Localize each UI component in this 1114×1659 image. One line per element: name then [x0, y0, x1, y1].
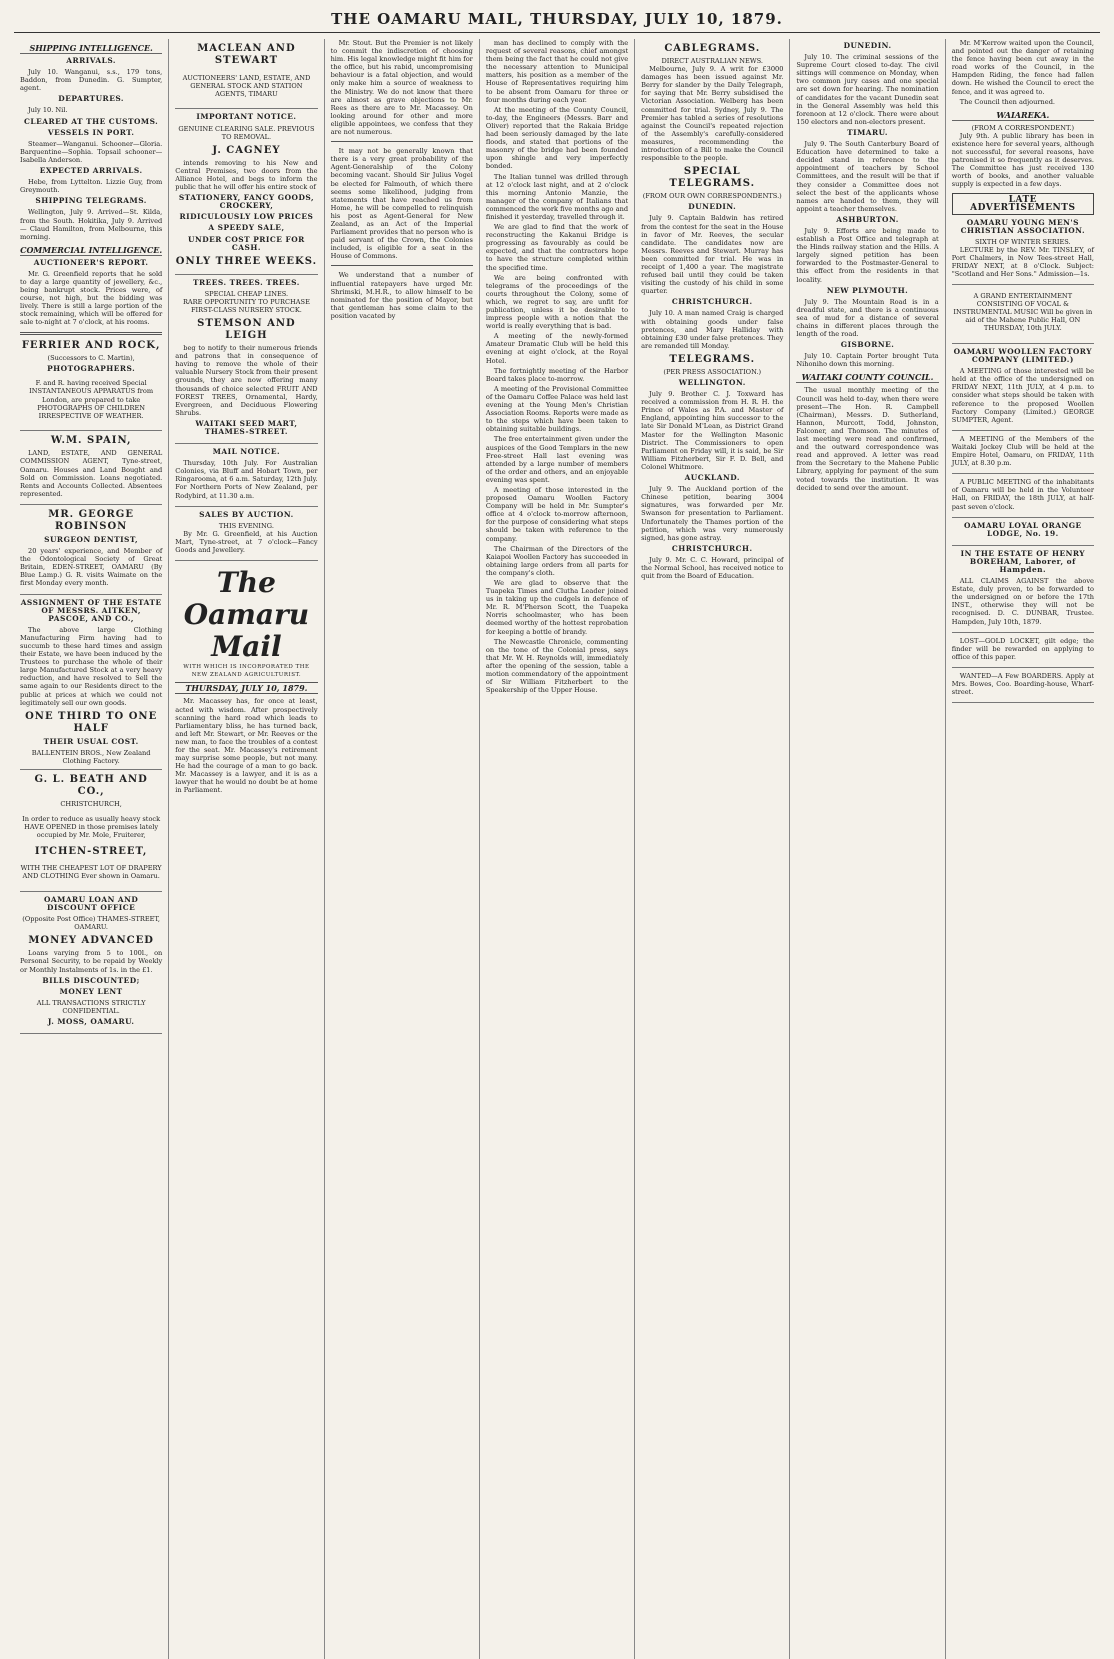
stemson-name: STEMSON AND LEIGH — [197, 318, 296, 342]
waiareka-body: July 9th. A public library has been in existence here for several years, although not successful, for several reasons, have patronised it so frequently as it deserves. The Committee has just received 130 worth of books, and another valuable supply is expected in a few days. — [951, 131, 1094, 189]
arrivals-text: July 10. Wanganui, s.s., 179 tons, Baddon, from Dunedin. G. Sumpter, agent. — [20, 68, 163, 93]
news-para-4: We are glad to find that the work of reconstructing the Kakanui Bridge is progressing as favourably as could be expected, and that the contractors hope to have the structure completed within the specified time. — [485, 223, 629, 272]
editorial-text: Mr. Macassey has, for once at least, acted with wisdom. After prospectively scanning the hard road which leads to Parliamentary bliss, he has turned back, and left Mr. Stewart, or Mr. Reeves or the new man, to face the troubles of a contest for the seat. Mr. Macassey's retirement may surprise some people, but not many. He had the courage of a man to go back. Mr. Macassey is a lawyer, and it is as a lawyer that he would no doubt be at home in Parliament. — [175, 697, 318, 795]
woollen-name: OAMARU WOOLLEN FACTORY COMPANY (LIMITED.) — [953, 347, 1092, 365]
news-para-1: man has declined to comply with the request of several reasons, chief amongst them being the fact that he could not give the necessary attention to Municipal matters, his position as a member of the House of Representatives requiring him to be absent from Oamaru for three or four months during each year. — [485, 39, 629, 104]
money-lent: MONEY LENT — [59, 986, 123, 996]
column-3 — [325, 39, 480, 1659]
jockey-ad — [952, 435, 1094, 474]
divider — [20, 332, 162, 335]
news-para-11: The Chairman of the Directors of the Kaiapoi Woollen Factory has succeeded in obtaining large orders from all parts for the company's cloth. — [485, 544, 629, 577]
gisborne-body: July 10. Captain Porter brought Tuta Nihoniho down this morning. — [796, 352, 939, 369]
robinson-body: 20 years' experience, and Member of the Odontological Society of Great Britain, EDEN-STREET, OAMARU (By Blue Lamp.) G. R. visits Waimate on the first Monday every month. — [20, 547, 163, 588]
spain-body: LAND, ESTATE, AND GENERAL COMMISSION AGENT, Tyne-street, Oamaru. Houses and Land Bought and Sold on Commission. Loans negotiated. Rents and Accounts Collected. Absentees represented. — [20, 449, 163, 498]
news-para-3: The Italian tunnel was drilled through at 12 o'clock last night, and at 2 o'clock this morning Antonio Manzie, the manager of the company of Italians that commenced the work five months ago and finished it yesterday, travelled through it. — [485, 172, 629, 221]
grand-text: A GRAND ENTERTAINMENT CONSISTING OF VOCAL & INSTRUMENTAL MUSIC Will be given in aid of the Mahene Public Hall, ON THURSDAY, 10th JULY. — [953, 291, 1093, 333]
auckland-heading: AUCKLAND. — [684, 473, 740, 483]
wellington-body: July 9. Brother C. J. Toxward has received a commission from H. R. H. the Prince of Wales as P.A. and Master of England, appointing him successor to the late Sir Donald M'Lean, as District Grand Master for the Wellington Masonic District. The Commissioners to open Parliament on Friday will, it is said, be Sir William Fitzherbert, Sir F. D. Bell, and Colonel Whitmore. — [641, 390, 784, 471]
confidential-text: ALL TRANSACTIONS STRICTLY CONFIDENTIAL. — [36, 998, 146, 1015]
ferrier-trade: PHOTOGRAPHERS. — [47, 363, 136, 373]
assignment-ad — [20, 599, 162, 771]
special-telegrams-heading: SPECIAL TELEGRAMS. — [669, 166, 756, 190]
shipping-telegrams-heading: SHIPPING TELEGRAMS. — [35, 196, 147, 206]
auction-body: By Mr. G. Greenfield, at his Auction Mart, Tyne-street, at 7 o'clock—Fancy Goods and Jewellery. — [175, 529, 318, 555]
woollen-body: A MEETING of those interested will be held at the office of the undersigned on FRIDAY NEXT, 11th JULY, at 4 p.m. to consider what steps should be taken with reference to the proposed Woollen Factory Company (Limited.) GEORGE SUMPTER, Agent. — [951, 367, 1094, 424]
stemson-body: beg to notify to their numerous friends and patrons that in consequence of having to remove the whole of their valuable Nursery Stock from their present grounds, they are now offering many thousands of choice selected FRUIT AND FOREST TREES, Ornamental, Hardy, Evergreen, and Deciduous Flowering Shrubs. — [175, 344, 318, 417]
loan-name: OAMARU LOAN AND DISCOUNT OFFICE — [43, 894, 139, 913]
ferrier-ad — [20, 340, 162, 432]
plymouth-body: July 9. The Mountain Road is in a dreadful state, and there is a continuous sea of mud for a distance of several chains in different places through the length of the road. — [796, 297, 939, 339]
dunedin-heading: DUNEDIN. — [688, 202, 737, 212]
special-telegrams-sub: (FROM OUR OWN CORRESPONDENTS.) — [642, 192, 782, 201]
robinson-name: MR. GEORGE ROBINSON — [48, 508, 134, 532]
expected-text: Hebe, from Lyttelton. Lizzie Guy, from Greymouth. — [20, 178, 163, 195]
entertainment-ad — [952, 292, 1094, 344]
notice-heading: IMPORTANT NOTICE. — [196, 112, 297, 122]
mail-heading: MAIL NOTICE. — [212, 447, 281, 457]
columns — [14, 39, 1100, 1659]
timaru-heading: TIMARU. — [847, 127, 888, 137]
dunedin-body: July 9. Captain Baldwin has retired from the contest for the seat in the House in favor of Mr. Reeves, the secular candidate. The candidates now are Messrs. Reeves and Stewart. Murray has been committed for trial. He was in receipt of 1,400 a year. The magistrate refused bail until they could be taken visiting the custody of his child in some quarter. — [641, 214, 784, 296]
ymca-name: OAMARU YOUNG MEN'S CHRISTIAN ASSOCIATION. — [960, 217, 1086, 235]
money-advanced: MONEY ADVANCED — [28, 935, 154, 947]
loan-ad — [20, 896, 162, 1034]
council-para-1: Mr. M'Kerrow waited upon the Council, and pointed out the danger of retaining the fence having been cut away in the road works of the Council, in the Hampden Riding, the fence had fallen down. He wished the Council to erect the fence, and it was agreed to. — [951, 39, 1094, 96]
waiareka-sub: (FROM A CORRESPONDENT.) — [971, 123, 1075, 132]
waiareka-heading: WAIAREKA. — [952, 110, 1094, 121]
news-para-7: The fortnightly meeting of the Harbor Board takes place to-morrow. — [485, 366, 629, 383]
shipping-heading: SHIPPING INTELLIGENCE. — [20, 43, 162, 54]
auction-sub: THIS EVENING. — [218, 521, 274, 530]
waitaki-body: The usual monthly meeting of the Council was held to-day, when there were present—The Hon. R. Campbell (Chairman), Messrs. D. Sutherland, Hannon, Murcott, Todd, Johnston, Falconer, and Thomson. The minutes of last meeting were read and confirmed, and the outward correspondence was read and approved. A letter was read from the Secretary to the Mahene Public Library, applying for payment of the sum voted towards the institution. It was decided to send over the amount. — [796, 386, 939, 492]
commercial-heading: COMMERCIAL INTELLIGENCE. — [20, 244, 163, 255]
departures-text: July 10. Nil. — [28, 106, 68, 115]
trees-sub: SPECIAL CHEAP LINES. — [204, 289, 289, 298]
ferrier-sub: (Successors to C. Martin), — [47, 353, 135, 362]
news-para-6: A meeting of the newly-formed Amateur Dramatic Club will be held this evening at eight o'clock, at the Royal Hotel. — [485, 332, 629, 365]
beath-sub: CHRISTCHURCH, — [60, 800, 122, 808]
christchurch2-body: July 9. Mr. C. C. Howard, principal of the Normal School, has received notice to quit from the Board of Education. — [641, 555, 784, 581]
moss-signature: J. MOSS, OAMARU. — [47, 1016, 135, 1026]
news-para-10: A meeting of those interested in the proposed Oamaru Woollen Factory Company will be held in Mr. Sumpter's office at 4 o'clock to-morrow afternoon, for the purpose of considering what steps should be taken with reference to the company. — [485, 485, 629, 543]
news-para-13: The Newcastle Chronicle, commenting on the tone of the Colonial press, says that Mr. W. H. Reynolds will, immediately after the opening of the session, table a motion commendatory of the appointment of Sir William Fitzherbert to the Speakership of the Upper House. — [485, 637, 629, 695]
maclean-ad — [175, 43, 317, 109]
timaru-body: July 9. The South Canterbury Board of Education have determined to take a decided stand in reference to the appointment of teachers by School Committees, and the result will be that if they consider a Committee does not select the best of the applicants whose names are handed to them, they will appoint a teacher themselves. — [796, 140, 939, 213]
loan-body: (Opposite Post Office) THAMES-STREET, OAMARU. — [22, 915, 161, 932]
ferrier-name: FERRIER AND ROCK, — [21, 339, 161, 351]
wanted-text: WANTED—A Few BOARDERS. Apply at Mrs. Bowes, Coo. Boarding-house, Wharf-street. — [951, 671, 1094, 697]
winter-series: SIXTH OF WINTER SERIES. — [975, 237, 1071, 246]
cablegrams-sub: DIRECT AUSTRALIAN NEWS. — [661, 57, 764, 65]
editorial-para-1: Mr. Stout. But the Premier is not likely to commit the indiscretion of choosing him. His legal knowledge might fit him for the office, but his rabid, uncompromising behaviour is a fatal objection, and would only make him a source of weakness to the Ministry. We do not know that there are almost as grave objections to Mr. Rees as there are to Mr. Macassey. On looking around for other and more eligible appointees, we confess that they are not numerous. — [330, 39, 473, 137]
lecture-text: LECTURE by the REV. Mr. TINSLEY, of Port Chalmers, in Now Tees-street Hall, FRIDAY NEXT, at 8 o'Clock. Subject: "Scotland and Her Sons." Admission—1s. — [951, 245, 1094, 279]
cleared-heading: CLEARED AT THE CUSTOMS. — [24, 116, 159, 126]
telegrams-sub: (PER PRESS ASSOCIATION.) — [663, 367, 762, 376]
plymouth-heading: NEW PLYMOUTH. — [826, 285, 909, 295]
orange-text: OAMARU LOYAL ORANGE LODGE, No. 19. — [963, 520, 1082, 538]
fire-ad — [952, 478, 1094, 517]
assignment-heading: ASSIGNMENT OF THE ESTATE OF MESSRS. AITKEN, PASCOE, AND CO., — [20, 597, 162, 623]
auckland-body: July 9. The Auckland portion of the Chinese petition, bearing 3004 signatures, was forwarded per Mr. Swanson for presentation to Parliament. Unfortunately the Thames portion of the petition, which was very numerously signed, has gone astray. — [641, 485, 784, 542]
departures-heading: DEPARTURES. — [58, 94, 124, 104]
trees-ad — [175, 279, 317, 444]
column-6 — [790, 39, 945, 1659]
orange-ad — [952, 522, 1094, 546]
cheapest-text: WITH THE CHEAPEST LOT OF DRAPERY AND CLOTHING Ever shown in Oamaru. — [20, 864, 162, 881]
mail-body: Thursday, 10th July. For Australian Colonies, via Bluff and Hobart Town, per Ringarooma, at 6 a.m. Saturday, 12th July. For Northern Ports of New Zealand, per Rodybird, at 11.30 a.m. — [175, 459, 318, 500]
notice-sub: GENUINE CLEARING SALE. PREVIOUS TO REMOVAL. — [178, 124, 315, 141]
auction-heading: SALES BY AUCTION. — [199, 509, 294, 519]
news-para-12: We are glad to observe that the Tuapeka Times and Clutha Leader joined us in taking up the cudgels in defence of Mr. R. M'Pherson Scott, the Tuapeka Norris schoolmaster, who has been deemed worthy of the hottest reprobation for keeping a bottle of brandy. — [485, 579, 629, 636]
nameplate-sub: WITH WHICH IS INCORPORATED THE NEW ZEALAND AGRICULTURIST. — [183, 664, 310, 679]
beath-name: G. L. BEATH AND CO., — [34, 774, 148, 797]
beath-body: In order to reduce as usually heavy stock HAVE OPENED in those premises lately occupied by Mr. Mole, Fruiterer, — [22, 814, 161, 839]
usual-cost-text: THEIR USUAL COST. — [43, 736, 139, 746]
council-para-2: The Council then adjourned. — [959, 97, 1056, 106]
speedy-text: A SPEEDY SALE, — [208, 223, 285, 233]
cablegrams-body: Melbourne, July 9. A writ for £3000 damages has been issued against Mr. Berry for slander by the Daily Telegraph, for saying that Mr. Berry subsidised the Victorian Association. Welberg has been committed for trial. Sydney, July 9. The Premier has tabled a series of resolutions against the Council's repeated rejection of the Assembly's carefully-considered measures, recommending the introduction of a Bill to make the Council responsible to the people. — [641, 65, 784, 163]
lost-ad — [952, 637, 1094, 668]
dunedin2-heading: DUNEDIN. — [843, 41, 892, 50]
ballentein-text: BALLENTEIN BROS., New Zealand Clothing Factory. — [31, 748, 151, 765]
cagney-ad — [175, 113, 317, 274]
mail-notice — [175, 448, 317, 507]
divider — [331, 141, 473, 142]
robinson-title: SURGEON DENTIST, — [44, 534, 139, 544]
auctioneer-heading: AUCTIONEER'S REPORT. — [33, 257, 149, 267]
news-para-2: At the meeting of the County Council, to-day, the Engineers (Messrs. Barr and Oliver) reported that the Rakaia Bridge had been seriously damaged by the late floods, and stated that portions of the masonry of the bridge had been founded upon shingle and very imperfectly bonded. — [485, 105, 629, 171]
maclean-name: MACLEAN AND STEWART — [197, 43, 296, 66]
column-5 — [635, 39, 790, 1659]
ymca-ad — [952, 219, 1094, 286]
late-ads-heading: LATE ADVERTISEMENTS — [952, 193, 1094, 215]
cagney-name: J. CAGNEY — [212, 144, 281, 156]
christchurch-heading: CHRISTCHURCH. — [671, 297, 753, 307]
in-port-text: Steamer—Wanganui. Schooner—Gloria. Barquentine—Sophia. Topsail schooner—Isabella Anderson. — [20, 139, 163, 164]
masthead: THE OAMARU MAIL, THURSDAY, JULY 10, 1879. — [14, 10, 1100, 33]
editorial-para-3: We understand that a number of influential ratepayers have urged Mr. Shrimski, M.H.R., to allow himself to be nominated for the position of Mayor, but that gentleman has some claim to the position vacated by — [330, 271, 473, 320]
nameplate: The Oamaru Mail — [183, 566, 310, 664]
news-para-9: The free entertainment given under the auspices of the Good Templars in the new Free-street Hall last evening was attended by a large number of members of the order and others, and an enjoyable evening was spent. — [485, 435, 629, 484]
column-2 — [169, 39, 324, 1659]
ridiculous-text: RIDICULOUSLY LOW PRICES — [179, 212, 314, 222]
jockey-text: A MEETING of the Members of the Waitaki Jockey Club will be held at the Empire Hotel, Oamaru, on FRIDAY, 11th JULY, at 8.30 p.m. — [951, 434, 1094, 468]
beath-ad — [20, 774, 162, 892]
column-4 — [480, 39, 635, 1659]
spain-name: W.M. SPAIN, — [50, 435, 132, 447]
shipping-telegrams-text: Wellington, July 9. Arrived—St. Kilda, from the South. Hokitika, July 9. Arrived — Claud Hamilton, from Melbourne, this morning. — [20, 208, 163, 241]
ashburton-body: July 9. Efforts are being made to establish a Post Office and telegraph at the Hinds railway station and the Hills. A largely signed petition has been forwarded to the Postmaster-General to this effect from the residents in that locality. — [796, 226, 939, 284]
wellington-heading: WELLINGTON. — [678, 378, 746, 387]
money-body: Loans varying from 5 to 100l., on Personal Security, to be repaid by Weekly or Monthly Instalments of 1s. in the £1. — [20, 949, 163, 974]
gisborne-heading: GISBORNE. — [840, 340, 895, 350]
news-para-5: We are being confronted with telegrams of the proceedings of the courts throughout the Colony, some of which, we regret to say, are unfit for publication, unless it be desirable to impress people with a notion that the world is really everything that is bad. — [485, 273, 629, 331]
trees-heading: TREES. TREES. TREES. — [193, 277, 300, 287]
spain-ad — [20, 435, 162, 505]
bills-text: BILLS DISCOUNTED; — [42, 975, 140, 985]
waitaki-heading: WAITAKI COUNTY COUNCIL. — [796, 372, 938, 383]
ashburton-heading: ASHBURTON. — [836, 214, 899, 224]
claims-text: ALL CLAIMS AGAINST the above Estate, duly proven, to be forwarded to the undersigned on or before the 17th INST., otherwise they will not be recognised. D. C. DUNBAR, Trustee. Hampden, July 10th, 1879. — [951, 577, 1094, 626]
dunedin2-body: July 10. The criminal sessions of the Supreme Court closed to-day. The civil sittings will commence on Monday, when two common jury cases and one special are set down for hearing. The nomination of candidates for the vacant Dunedin seat in the General Assembly was held this forenoon at 12 o'clock. There were about 150 electors and non-electors present. — [796, 53, 939, 126]
news-para-8: A meeting of the Provisional Committee of the Oamaru Coffee Palace was held last evening at the Young Men's Christian Association Rooms. Reports were made as to the steps which have been taken to obtaining suitable buildings. — [485, 384, 629, 434]
expected-heading: EXPECTED ARRIVALS. — [39, 166, 143, 176]
editorial-para-2: It may not be generally known that there is a very great probability of the Agent-Generalship of the Colony becoming vacant. Should Sir Julius Vogel be elected for Falmouth, of which there seems some likelihood, judging from statements that have reached us from Home, he will be compelled to relinquish his post as Agent-General for New Zealand, as an Act of the Imperial Parliament provides that no person who is paid servant of the Crown, the Colonies included, is eligible for a seat in the House of Commons. — [330, 147, 473, 261]
itchen-street: ITCHEN-STREET, — [34, 845, 148, 857]
three-weeks-text: ONLY THREE WEEKS. — [175, 255, 318, 267]
arrivals-heading: ARRIVALS. — [66, 56, 116, 65]
stationery-text: STATIONERY, FANCY GOODS, CROCKERY, — [178, 193, 315, 211]
one-third-text: ONE THIRD TO ONE HALF — [25, 710, 158, 734]
divider — [331, 265, 473, 266]
telegrams-heading: TELEGRAMS. — [669, 353, 756, 365]
dateline: THURSDAY, JULY 10, 1879. — [175, 682, 317, 694]
christchurch-body: July 10. A man named Craig is charged with obtaining goods under false pretences, and Mary Halliday with obtaining £30 under false pretences. They are remanded till Monday. — [641, 309, 784, 350]
auction-notice — [175, 511, 317, 561]
cash-text: UNDER COST PRICE FOR CASH. — [188, 234, 305, 252]
fire-text: A PUBLIC MEETING of the inhabitants of Oamaru will be held in the Volunteer Hall, on FRIDAY, the 18th JULY, at half-past seven o'clock. — [951, 478, 1094, 511]
column-7 — [946, 39, 1100, 1659]
christchurch2-heading: CHRISTCHURCH. — [671, 543, 753, 553]
assignment-body: The above large Clothing Manufacturing Firm having had to succumb to these hard times and assign their Estate, we have been induced by the Trustees to purchase the whole of their large Manufactured Stock at a very heavy reduction, and have resolved to Sell the same again to our Residents direct to the public at prices at which we could not legitimately sell our own goods. — [20, 625, 163, 707]
cagney-body: intends removing to his New and Central Premises, two doors from the Alliance Hotel, and begs to inform the public that he will offer his entire stock of — [175, 158, 318, 192]
wanted-ad — [952, 672, 1094, 703]
opportunity-text: RARE OPPORTUNITY TO PURCHASE FIRST-CLASS NURSERY STOCK. — [182, 297, 310, 314]
estate-ad — [952, 550, 1094, 633]
auctioneer-text: Mr. G. Greenfield reports that he sold to day a large quantity of jewellery, &c., being bankrupt stock. Prices were, of course, not high, but the bidding was lively. There is still a large portion of the stock remaining, which will be offered for sale to-night at 7 o'clock, at his rooms. — [20, 269, 163, 327]
ferrier-body: F. and R. having received Special INSTANTANEOUS APPARATUS from London, are prepared to take PHOTOGRAPHS OF CHILDREN IRRESPECTIVE OF WEATHER. — [29, 379, 154, 420]
column-1 — [14, 39, 169, 1659]
seed-mart: WAITAKI SEED MART, THAMES-STREET. — [195, 418, 298, 436]
estate-heading: IN THE ESTATE OF HENRY BOREHAM, Laborer, of Hampden. — [960, 548, 1086, 574]
in-port-heading: VESSELS IN PORT. — [47, 127, 135, 137]
cablegrams-heading: CABLEGRAMS. — [664, 43, 761, 54]
lost-text: LOST—GOLD LOCKET, gilt edge; the finder will be rewarded on applying to office of this paper. — [951, 636, 1094, 661]
woollen-ad — [952, 348, 1094, 431]
robinson-ad — [20, 509, 162, 595]
maclean-body: AUCTIONEERS' LAND, ESTATE, AND GENERAL STOCK AND STATION AGENTS, TIMARU — [182, 73, 311, 98]
